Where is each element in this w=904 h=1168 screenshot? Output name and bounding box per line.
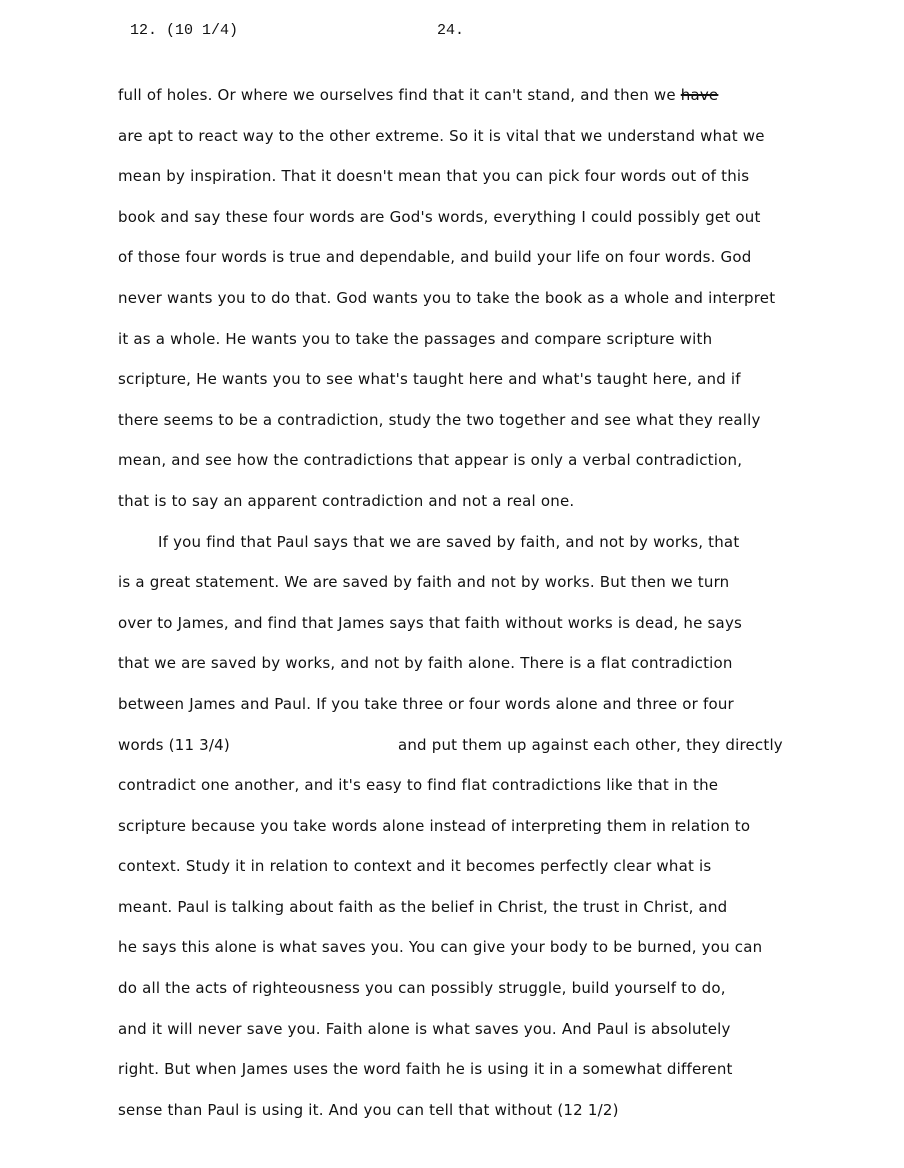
text-line: sense than Paul is using it. And you can tell that without (12 1/2) <box>118 1100 619 1119</box>
text-line: do all the acts of righteousness you can possibly struggle, build yourself to do, <box>118 979 726 998</box>
transcript-body <box>118 82 878 1137</box>
text-line: never wants you to do that. God wants you to take the book as a whole and interpret <box>118 288 776 307</box>
page-header <box>0 22 904 46</box>
text-line: that is to say an apparent contradiction and not a real one. <box>118 491 575 510</box>
text-line: of those four words is true and dependable, and build your life on four words. God <box>118 248 752 267</box>
text-line: scripture because you take words alone instead of interpreting them in relation to <box>118 816 751 835</box>
page-number: 24. <box>437 22 465 39</box>
text-line: is a great statement. We are saved by faith and not by works. But then we turn <box>118 573 730 592</box>
text-line: book and say these four words are God's words, everything I could possibly get out <box>118 207 761 226</box>
text-line: mean, and see how the contradictions that appear is only a verbal contradiction, <box>118 451 743 470</box>
text-line: between James and Paul. If you take three or four words alone and three or four <box>118 694 734 713</box>
text-line: context. Study it in relation to context and it becomes perfectly clear what is <box>118 857 712 876</box>
text-line: contradict one another, and it's easy to find flat contradictions like that in the <box>118 776 719 795</box>
text-line: over to James, and find that James says that faith without works is dead, he says <box>118 613 743 632</box>
text-line-with-gap: words (11 3/4) and put them up against each other, they directly <box>118 735 783 754</box>
text-line: that we are saved by works, and not by faith alone. There is a flat contradiction <box>118 654 733 673</box>
text-line: meant. Paul is talking about faith as the belief in Christ, the trust in Christ, and <box>118 897 728 916</box>
text-line: right. But when James uses the word faith he is using it in a somewhat different <box>118 1060 733 1079</box>
text-line: it as a whole. He wants you to take the passages and compare scripture with <box>118 329 713 348</box>
page-marker: 12. (10 1/4) <box>130 22 239 39</box>
text-line: he says this alone is what saves you. You can give your body to be burned, you can <box>118 938 763 957</box>
text-line: mean by inspiration. That it doesn't mean that you can pick four words out of this <box>118 167 750 186</box>
text-line-indented: If you find that Paul says that we are saved by faith, and not by works, that <box>158 532 740 551</box>
text-line: and it will never save you. Faith alone is what saves you. And Paul is absolutely <box>118 1019 731 1038</box>
text-line: scripture, He wants you to see what's taught here and what's taught here, and if <box>118 370 741 389</box>
text-line: full of holes. Or where we ourselves find that it can't stand, and then we have <box>118 86 719 104</box>
text-line: there seems to be a contradiction, study the two together and see what they really <box>118 410 761 429</box>
struck-word: have <box>680 86 719 104</box>
text-line: are apt to react way to the other extreme. So it is vital that we understand what we <box>118 126 765 145</box>
